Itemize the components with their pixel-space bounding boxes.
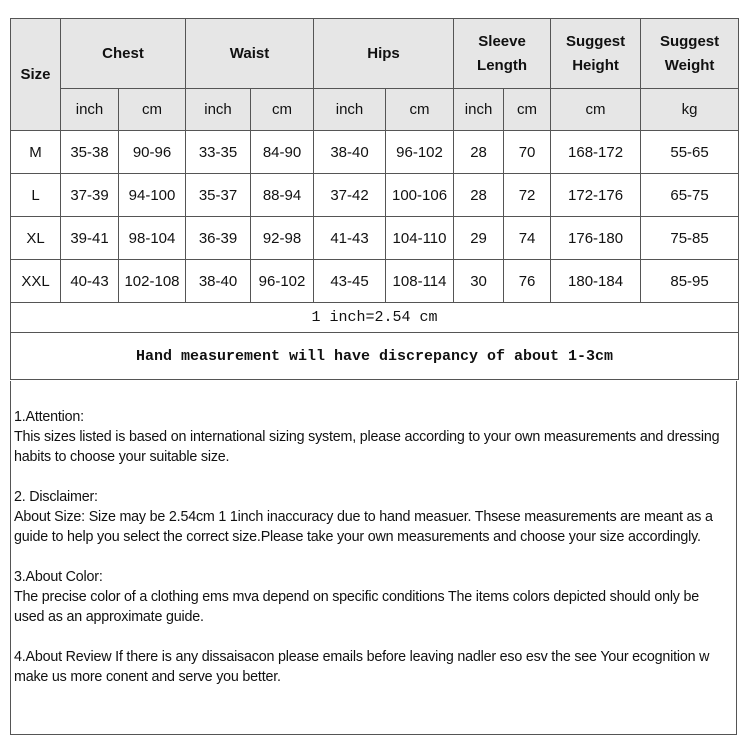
unit-header: inch	[454, 89, 504, 131]
table-cell: 36-39	[186, 217, 251, 260]
table-cell: 30	[454, 260, 504, 303]
table-cell: 28	[454, 131, 504, 174]
table-row	[11, 217, 739, 260]
unit-header: cm	[251, 89, 314, 131]
table-cell: 40-43	[61, 260, 119, 303]
table-cell: 100-106	[386, 174, 454, 217]
table-row	[11, 260, 739, 303]
table-cell: 176-180	[551, 217, 641, 260]
table-cell: 74	[504, 217, 551, 260]
note-title: 3.About Color:	[14, 569, 103, 585]
table-cell: 168-172	[551, 131, 641, 174]
header-sleeve-length: Sleeve Length	[454, 19, 551, 89]
table-cell: 29	[454, 217, 504, 260]
table-cell: 33-35	[186, 131, 251, 174]
unit-header: inch	[186, 89, 251, 131]
table-cell: 38-40	[186, 260, 251, 303]
table-cell: 85-95	[641, 260, 739, 303]
table-cell: 98-104	[119, 217, 186, 260]
note-item	[14, 647, 734, 687]
header-size: Size	[11, 19, 61, 131]
unit-header: cm	[551, 89, 641, 131]
note-title: 1.Attention:	[14, 409, 84, 425]
table-cell: 37-42	[314, 174, 386, 217]
table-cell: 35-38	[61, 131, 119, 174]
table-cell: 43-45	[314, 260, 386, 303]
size-label: XXL	[11, 260, 61, 303]
table-cell: 76	[504, 260, 551, 303]
table-cell: 96-102	[386, 131, 454, 174]
table-cell: 180-184	[551, 260, 641, 303]
table-cell: 72	[504, 174, 551, 217]
table-cell: 92-98	[251, 217, 314, 260]
note-body: About Size: Size may be 2.54cm 1 1inch inaccuracy due to hand measuer. Thsese measurements are meant as a guide to help you select the correct size.Please take your own measurements and choose your size accordingly.	[14, 509, 725, 545]
note-body: 4.About Review If there is any dissaisacon please emails before leaving nadler eso esv the see Your ecognition w make us more conent and serve you better.	[14, 649, 721, 685]
table-cell: 104-110	[386, 217, 454, 260]
header-waist: Waist	[186, 19, 314, 89]
header-hips: Hips	[314, 19, 454, 89]
table-cell: 28	[454, 174, 504, 217]
conversion-note: 1 inch=2.54 cm	[11, 303, 739, 333]
unit-header: cm	[386, 89, 454, 131]
table-cell: 41-43	[314, 217, 386, 260]
table-cell: 35-37	[186, 174, 251, 217]
table-cell: 65-75	[641, 174, 739, 217]
table-cell: 90-96	[119, 131, 186, 174]
table-row	[11, 131, 739, 174]
header-suggest-weight: Suggest Weight	[641, 19, 739, 89]
notes-section	[10, 381, 737, 735]
size-chart-table	[10, 18, 739, 380]
table-cell: 39-41	[61, 217, 119, 260]
table-cell: 102-108	[119, 260, 186, 303]
unit-row	[11, 89, 739, 131]
table-cell: 96-102	[251, 260, 314, 303]
note-item	[14, 487, 734, 547]
unit-header: inch	[61, 89, 119, 131]
unit-header: inch	[314, 89, 386, 131]
header-chest: Chest	[61, 19, 186, 89]
table-cell: 70	[504, 131, 551, 174]
table-cell: 37-39	[61, 174, 119, 217]
table-cell: 94-100	[119, 174, 186, 217]
note-title: 2. Disclaimer:	[14, 489, 98, 505]
size-label: XL	[11, 217, 61, 260]
table-cell: 88-94	[251, 174, 314, 217]
table-cell: 55-65	[641, 131, 739, 174]
discrepancy-note: Hand measurement will have discrepancy of about 1-3cm	[11, 333, 739, 380]
note-body: This sizes listed is based on international sizing system, please according to your own measurements and dressing habits to choose your suitable size.	[14, 429, 731, 465]
note-item	[14, 407, 734, 467]
table-cell: 172-176	[551, 174, 641, 217]
table-cell: 108-114	[386, 260, 454, 303]
note-body: The precise color of a clothing ems mva depend on specific conditions The items colors depicted should only be used as an approximate guide.	[14, 589, 711, 625]
size-label: M	[11, 131, 61, 174]
unit-header: cm	[504, 89, 551, 131]
table-cell: 84-90	[251, 131, 314, 174]
size-label: L	[11, 174, 61, 217]
table-cell: 38-40	[314, 131, 386, 174]
header-suggest-height: Suggest Height	[551, 19, 641, 89]
table-row	[11, 174, 739, 217]
unit-header: cm	[119, 89, 186, 131]
unit-header: kg	[641, 89, 739, 131]
table-cell: 75-85	[641, 217, 739, 260]
note-item	[14, 567, 734, 627]
